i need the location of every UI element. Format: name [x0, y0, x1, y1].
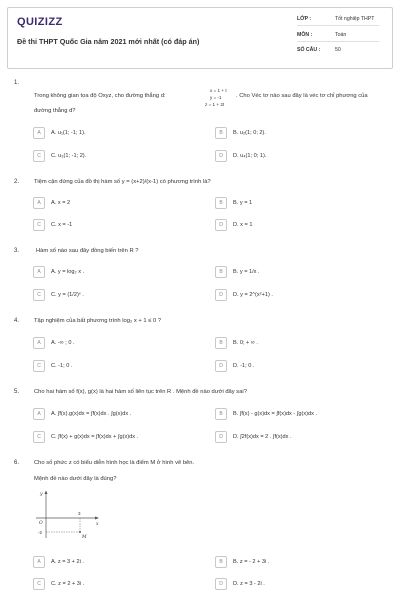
- option-letter: D: [215, 219, 227, 231]
- option-letter: A: [33, 266, 45, 278]
- option-d[interactable]: [215, 578, 383, 590]
- meta-class-key: LỚP :: [297, 16, 312, 22]
- option-letter: C: [33, 289, 45, 301]
- x-tick-label: 3: [78, 511, 81, 516]
- option-text: B. y = 1/x .: [233, 269, 260, 275]
- option-d[interactable]: [215, 360, 383, 372]
- quizizz-logo: QUIZIZZ: [17, 16, 63, 28]
- option-letter: D: [215, 578, 227, 590]
- option-text: D. y = 2^(x²+1) .: [233, 292, 273, 298]
- option-text: C. z = 2 + 3i .: [51, 581, 85, 587]
- origin-label: O: [39, 521, 43, 526]
- option-letter: B: [215, 197, 227, 209]
- option-b[interactable]: [215, 337, 383, 349]
- option-c[interactable]: [33, 578, 201, 590]
- option-letter: C: [33, 578, 45, 590]
- option-d[interactable]: [215, 431, 383, 443]
- question-number: 4.: [14, 318, 20, 324]
- option-letter: B: [215, 556, 227, 568]
- x-axis-label: x: [96, 522, 99, 527]
- meta-count-value: 50: [335, 47, 341, 53]
- option-b[interactable]: [215, 266, 383, 278]
- option-text: A. y = log₂ x .: [51, 269, 85, 275]
- question-text: Tập nghiệm của bất phương trình log₂ x + 1 ≤ 0 ?: [34, 318, 162, 324]
- option-letter: B: [215, 127, 227, 139]
- option-b[interactable]: [215, 408, 383, 420]
- option-b[interactable]: [215, 127, 383, 139]
- question-text: Mệnh đề nào dưới đây là đúng?: [34, 476, 117, 482]
- question-text: đường thẳng d?: [34, 108, 76, 114]
- option-letter: D: [215, 431, 227, 443]
- question-text: Cho hai hàm số f(x), g(x) là hai hàm số liên tục trên R . Mệnh đề nào dưới đây sai?: [34, 389, 247, 395]
- option-letter: B: [215, 408, 227, 420]
- meta-subject-key: MÔN :: [297, 32, 313, 38]
- question-text: Cho số phức z có biểu diễn hình học là điểm M ở hình vẽ bên.: [34, 460, 195, 466]
- point-m-label: M: [82, 535, 87, 540]
- option-b[interactable]: [215, 197, 383, 209]
- option-text: A. x = 2: [51, 200, 71, 206]
- option-letter: B: [215, 266, 227, 278]
- option-b[interactable]: [215, 556, 383, 568]
- option-letter: C: [33, 219, 45, 231]
- option-text: D. u₄(1; 0; 1).: [233, 153, 267, 159]
- question-text: Hàm số nào sau đây đồng biến trên R ?: [36, 248, 139, 254]
- meta-divider: [297, 25, 379, 26]
- option-d[interactable]: [215, 150, 383, 162]
- question-number: 2.: [14, 179, 20, 185]
- option-text: B. ∫f(x) - g(x)dx = ∫f(x)dx - ∫g(x)dx .: [233, 411, 318, 417]
- option-letter: D: [215, 360, 227, 372]
- question-text: Trong không gian tọa độ Oxyz, cho đường thẳng d:: [34, 93, 166, 99]
- option-letter: A: [33, 127, 45, 139]
- option-c[interactable]: [33, 431, 201, 443]
- option-letter: C: [33, 431, 45, 443]
- option-text: C. -1; 0 .: [51, 363, 73, 369]
- option-c[interactable]: [33, 150, 201, 162]
- option-letter: A: [33, 197, 45, 209]
- option-text: B. y = 1: [233, 200, 253, 206]
- y-axis-label: y: [40, 492, 43, 497]
- option-a[interactable]: [33, 127, 201, 139]
- option-text: B. z = - 2 + 3i .: [233, 559, 270, 565]
- x-axis-arrow: [95, 517, 99, 520]
- option-text: B. 0; + ∞ .: [233, 340, 258, 346]
- option-c[interactable]: [33, 219, 201, 231]
- point-m-dot: [79, 531, 81, 533]
- option-letter: D: [215, 289, 227, 301]
- system-line-3: z = 1 + 2t: [205, 102, 225, 107]
- option-text: D. z = 3 - 2i .: [233, 581, 265, 587]
- question-number: 3.: [14, 248, 20, 254]
- system-line-1: x = 1 + t: [210, 88, 227, 93]
- y-axis-arrow: [45, 491, 48, 495]
- option-a[interactable]: [33, 197, 201, 209]
- question-number: 1.: [14, 80, 20, 86]
- question-text: Tiệm cận đứng của đồ thị hàm số y = (x+2)/(x-1) có phương trình là?: [34, 179, 211, 185]
- option-text: D. x = 1: [233, 222, 253, 228]
- option-text: B. u₂(1; 0; 2).: [233, 130, 266, 136]
- option-d[interactable]: [215, 289, 383, 301]
- option-text: C. x = -1: [51, 222, 73, 228]
- complex-plane-figure: [34, 490, 104, 540]
- option-letter: A: [33, 556, 45, 568]
- option-a[interactable]: [33, 337, 201, 349]
- option-letter: C: [33, 150, 45, 162]
- option-text: D. -1; 0 .: [233, 363, 255, 369]
- option-letter: B: [215, 337, 227, 349]
- question-number: 5.: [14, 389, 20, 395]
- option-letter: C: [33, 360, 45, 372]
- system-line-2: y = -1: [210, 95, 222, 100]
- option-letter: A: [33, 408, 45, 420]
- question-number: 6.: [14, 460, 20, 466]
- option-text: D. ∫2f(x)dx = 2 . ∫f(x)dx .: [233, 434, 292, 440]
- option-a[interactable]: [33, 556, 201, 568]
- meta-divider: [297, 41, 379, 42]
- exam-title: Đề thi THPT Quốc Gia năm 2021 mới nhất (có đáp án): [17, 37, 200, 46]
- option-text: A. -∞ ; 0 .: [51, 340, 75, 346]
- question-text-tail: . Cho Véc tơ nào sau đây là véc tơ chỉ phương của: [236, 93, 368, 99]
- y-tick-label: -2: [38, 530, 43, 535]
- meta-class-value: Tốt nghiệp THPT: [335, 16, 375, 22]
- meta-subject-value: Toán: [335, 32, 347, 38]
- option-text: A. z = 3 + 2i .: [51, 559, 84, 565]
- option-text: A. u₁(1; -1; 1).: [51, 130, 86, 136]
- option-letter: D: [215, 150, 227, 162]
- option-a[interactable]: [33, 408, 201, 420]
- option-d[interactable]: [215, 219, 383, 231]
- option-text: C. ∫f(x) + g(x)dx = ∫f(x)dx + ∫g(x)dx .: [51, 434, 139, 440]
- meta-count-key: SỐ CÂU :: [297, 47, 321, 53]
- option-c[interactable]: [33, 360, 201, 372]
- option-a[interactable]: [33, 266, 201, 278]
- option-text: C. y = (1/2)ˣ .: [51, 292, 84, 298]
- option-text: C. u₃(1; -1; 2).: [51, 153, 87, 159]
- option-text: A. ∫f(x).g(x)dx = ∫f(x)dx . ∫g(x)dx .: [51, 411, 132, 417]
- option-c[interactable]: [33, 289, 201, 301]
- option-letter: A: [33, 337, 45, 349]
